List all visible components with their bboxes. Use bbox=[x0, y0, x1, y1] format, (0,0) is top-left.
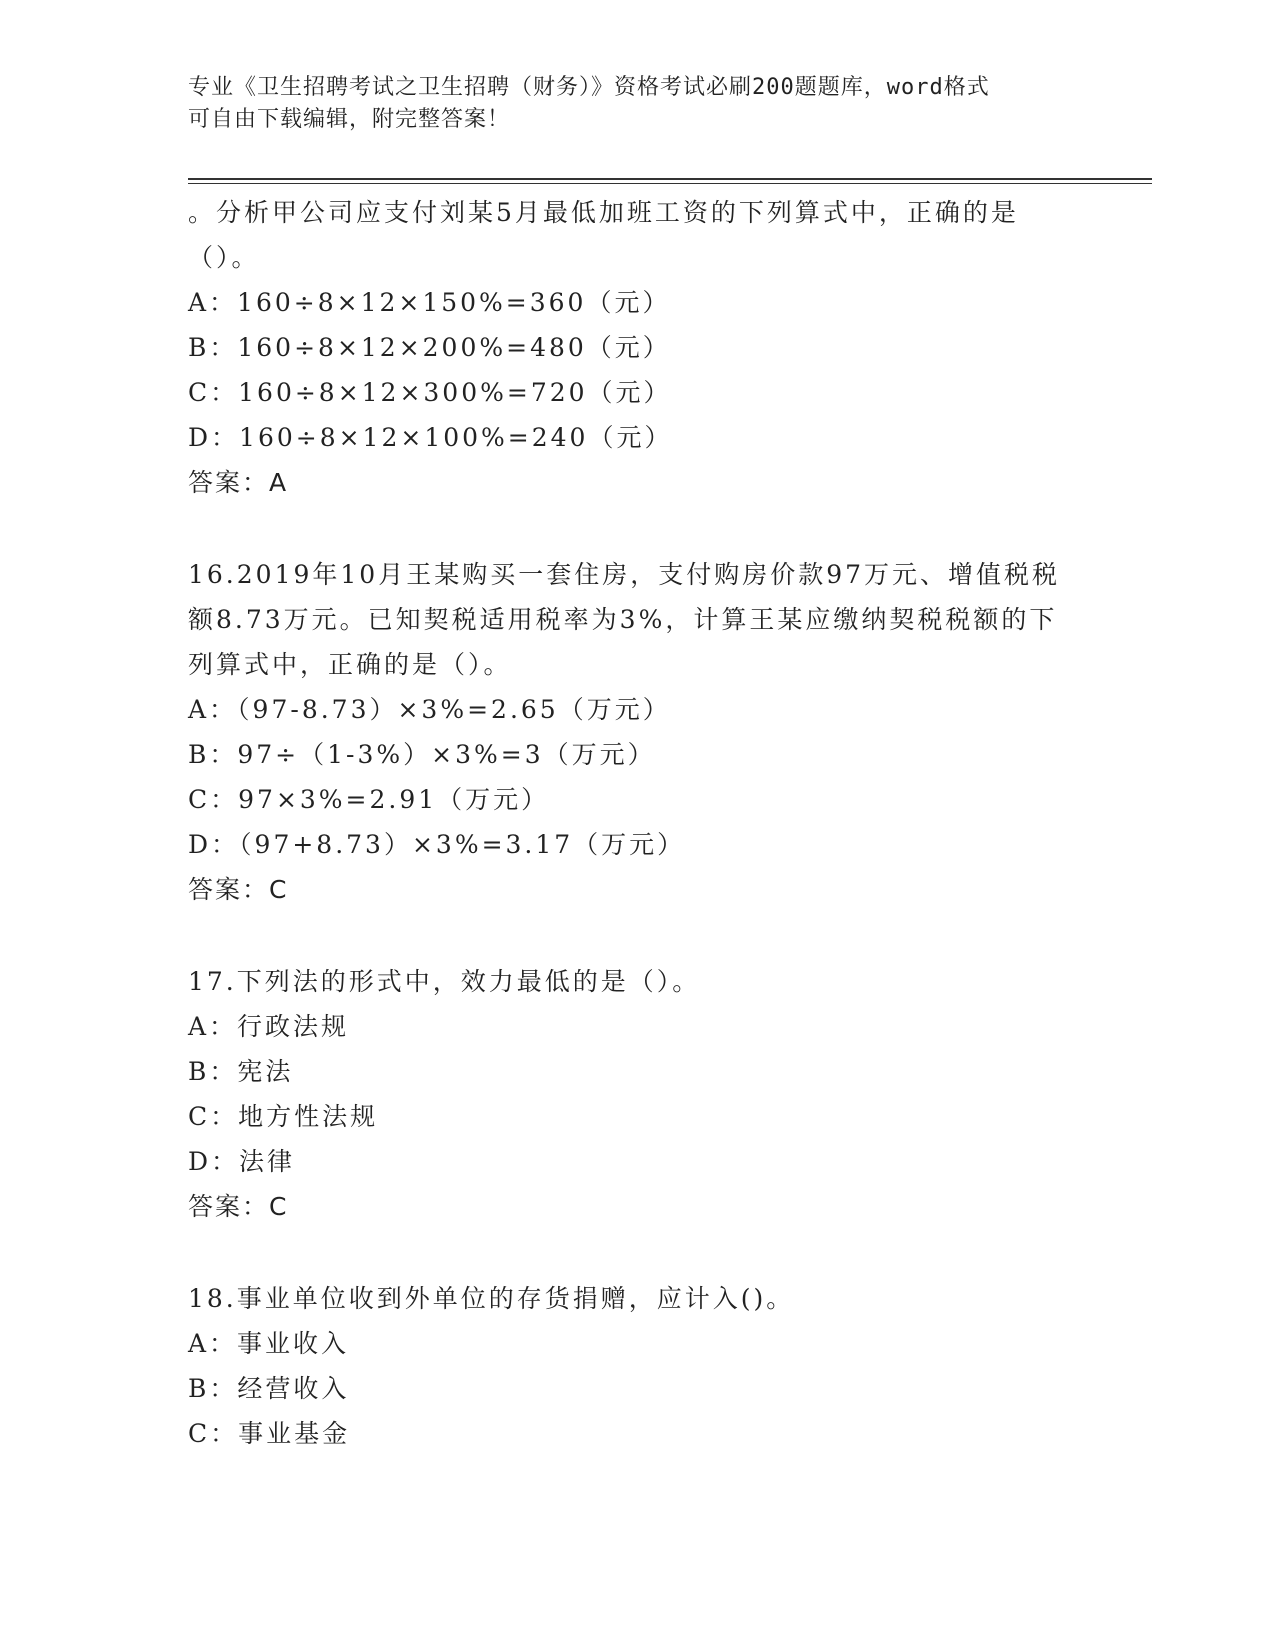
option-d: D：（97+8.73）×3%=3.17（万元） bbox=[188, 830, 686, 859]
header-line-2: 可自由下载编辑，附完整答案！ bbox=[188, 107, 511, 132]
option-d: D：法律 bbox=[188, 1147, 296, 1176]
question-stem: 列算式中，正确的是（）。 bbox=[188, 650, 512, 679]
question-stem: （）。 bbox=[188, 243, 260, 272]
option-c: C：地方性法规 bbox=[188, 1102, 379, 1131]
option-c: C：事业基金 bbox=[188, 1419, 351, 1448]
answer-line: 答案：C bbox=[188, 1192, 289, 1221]
question-stem: 16.2019年10月王某购买一套住房，支付购房价款97万元、增值税税 bbox=[188, 560, 1061, 589]
question-stem: 18.事业单位收到外单位的存货捐赠，应计入()。 bbox=[188, 1284, 795, 1313]
option-c: C：160÷8×12×300%=720（元） bbox=[188, 378, 672, 407]
option-c: C：97×3%=2.91（万元） bbox=[188, 785, 550, 814]
option-a: A：160÷8×12×150%=360（元） bbox=[188, 288, 671, 317]
option-a: A：行政法规 bbox=[188, 1012, 350, 1041]
header-line-1: 专业《卫生招聘考试之卫生招聘（财务）》资格考试必刷200题题库，word格式 bbox=[188, 75, 990, 100]
question-stem: 17.下列法的形式中，效力最低的是（）。 bbox=[188, 967, 701, 996]
option-b: B：160÷8×12×200%=480（元） bbox=[188, 333, 671, 362]
question-block bbox=[188, 959, 1088, 1229]
question-stem: 额8.73万元。已知契税适用税率为3%，计算王某应缴纳契税税额的下 bbox=[188, 605, 1058, 634]
header-divider-thin bbox=[188, 183, 1152, 184]
question-spacer bbox=[188, 1229, 1088, 1276]
question-block bbox=[188, 552, 1088, 912]
option-d: D：160÷8×12×100%=240（元） bbox=[188, 423, 673, 452]
answer-line: 答案：C bbox=[188, 875, 289, 904]
option-a: A：事业收入 bbox=[188, 1329, 350, 1358]
option-a: A：（97-8.73）×3%=2.65（万元） bbox=[188, 695, 671, 724]
header-divider-thick bbox=[188, 178, 1152, 180]
option-b: B：97÷（1-3%）×3%=3（万元） bbox=[188, 740, 656, 769]
question-block bbox=[188, 1276, 1088, 1456]
option-b: B：宪法 bbox=[188, 1057, 294, 1086]
question-stem: 。分析甲公司应支付刘某5月最低加班工资的下列算式中，正确的是 bbox=[188, 198, 1019, 227]
answer-line: 答案：A bbox=[188, 468, 289, 497]
option-b: B：经营收入 bbox=[188, 1374, 350, 1403]
page-header bbox=[188, 72, 1088, 136]
question-spacer bbox=[188, 912, 1088, 959]
question-block bbox=[188, 190, 1088, 505]
question-list bbox=[188, 190, 1088, 1456]
question-spacer bbox=[188, 505, 1088, 552]
